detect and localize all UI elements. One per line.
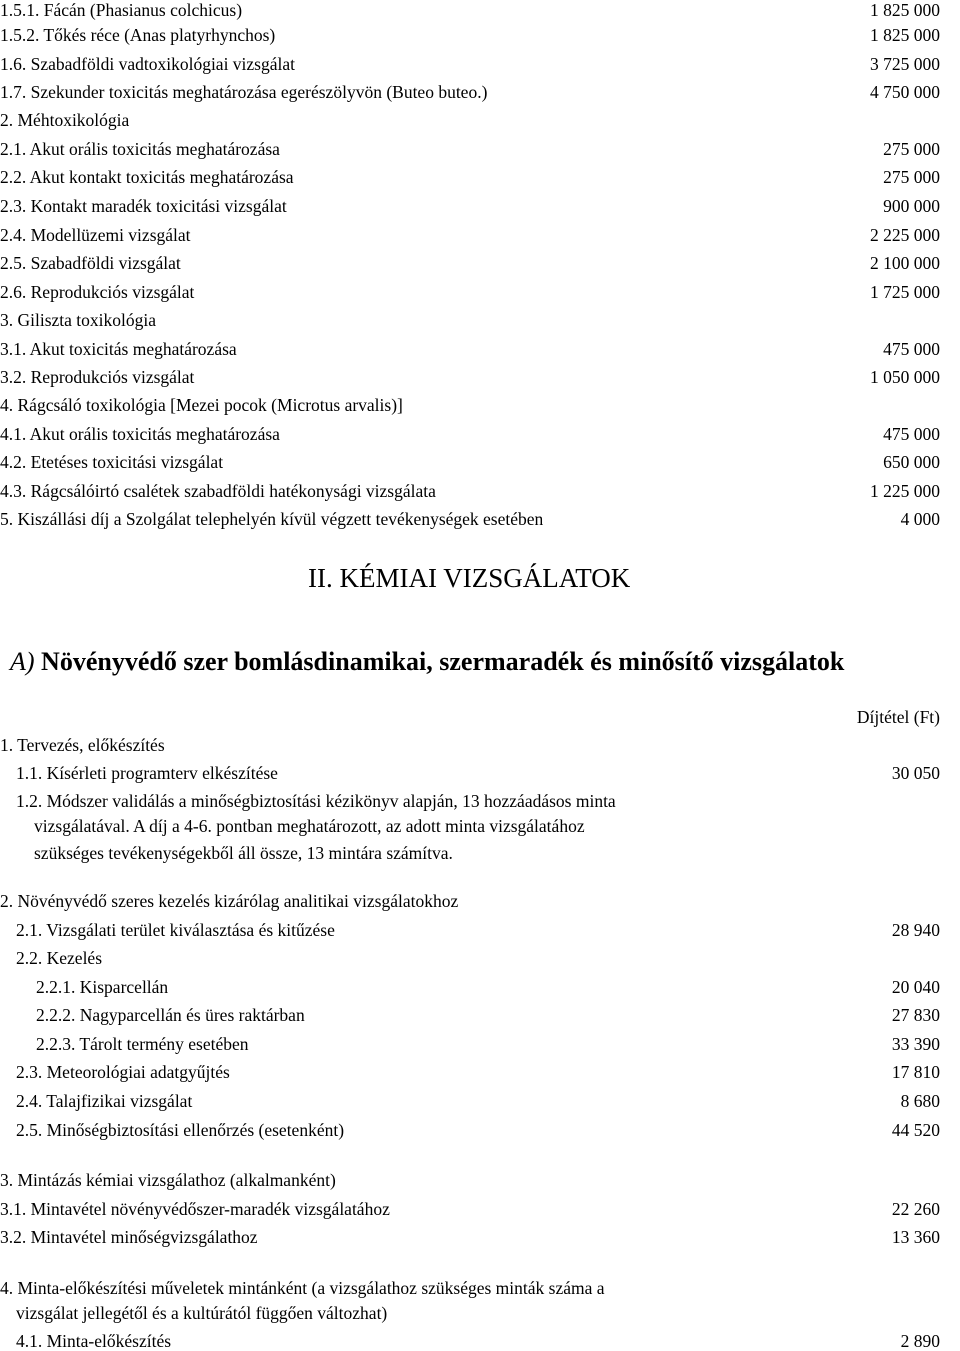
- item-label: 4.2. Etetéses toxicitási vizsgálat: [0, 452, 224, 472]
- item-amount: 1 825 000: [870, 25, 940, 45]
- item-label: 1.6. Szabadföldi vadtoxikológiai vizsgálat: [0, 54, 296, 74]
- item-label: 3.2. Mintavétel minőségvizsgálathoz: [0, 1227, 258, 1247]
- item-label: 2.2. Akut kontakt toxicitás meghatározása: [0, 167, 294, 187]
- item-label: 4. Rágcsáló toxikológia [Mezei pocok (Microtus arvalis)]: [0, 395, 403, 415]
- item-amount: 1 225 000: [870, 481, 940, 501]
- item-label: 3.1. Akut toxicitás meghatározása: [0, 339, 237, 359]
- item-label: 2.4. Talajfizikai vizsgálat: [16, 1091, 193, 1111]
- item-label: 2.2.1. Kisparcellán: [36, 977, 169, 997]
- item-amount: 2 225 000: [870, 225, 940, 245]
- item-amount: 650 000: [883, 452, 940, 472]
- item-label: 2.6. Reprodukciós vizsgálat: [0, 282, 195, 302]
- item-label: vizsgálat jellegétől és a kultúrától függően változhat): [16, 1303, 388, 1323]
- item-label: 3. Giliszta toxikológia: [0, 310, 157, 330]
- item-label: 1.2. Módszer validálás a minőségbiztosítási kézikönyv alapján, 13 hozzáadásos minta: [16, 791, 616, 811]
- item-label: 2.2. Kezelés: [16, 948, 103, 968]
- item-label: 2.3. Meteorológiai adatgyűjtés: [16, 1062, 230, 1082]
- item-amount: 20 040: [891, 977, 940, 997]
- item-label: 1.7. Szekunder toxicitás meghatározása egerészölyvön (Buteo buteo.): [0, 82, 488, 102]
- item-label: 2.5. Minőségbiztosítási ellenőrzés (esetenként): [16, 1120, 345, 1140]
- item-amount: 33 390: [891, 1034, 940, 1054]
- item-label: 1.5.2. Tőkés réce (Anas platyrhynchos): [0, 25, 276, 45]
- item-label: 2. Növényvédő szeres kezelés kizárólag analitikai vizsgálatokhoz: [0, 891, 459, 911]
- item-label: 2. Méhtoxikológia: [0, 110, 130, 130]
- item-label: 4.1. Akut orális toxicitás meghatározása: [0, 424, 280, 444]
- item-amount: 13 360: [891, 1227, 940, 1247]
- item-amount: 475 000: [883, 339, 940, 359]
- item-label: 2.1. Akut orális toxicitás meghatározása: [0, 139, 280, 159]
- item-amount: 28 940: [891, 920, 940, 940]
- item-label: 1.1. Kísérleti programterv elkészítése: [16, 763, 278, 783]
- item-amount: 475 000: [883, 424, 940, 444]
- item-amount: 17 810: [891, 1062, 940, 1082]
- item-label: 2.3. Kontakt maradék toxicitási vizsgálat: [0, 196, 287, 216]
- item-amount: 44 520: [891, 1120, 940, 1140]
- item-label: 4. Minta-előkészítési műveletek mintánként (a vizsgálathoz szükséges minták száma a: [0, 1278, 605, 1298]
- item-amount: 4 750 000: [870, 82, 940, 102]
- item-label: szükséges tevékenységekből áll össze, 13 mintára számítva.: [34, 843, 453, 863]
- item-amount: 8 680: [900, 1091, 940, 1111]
- item-amount: 3 725 000: [870, 54, 940, 74]
- item-label: 1. Tervezés, előkészítés: [0, 735, 165, 755]
- item-amount: 30 050: [891, 763, 940, 783]
- item-amount: 27 830: [891, 1005, 940, 1025]
- fee-header: Díjtétel (Ft): [856, 707, 940, 727]
- item-label: 5. Kiszállási díj a Szolgálat telephelyén kívül végzett tevékenységek esetében: [0, 509, 544, 529]
- item-label: 1.5.1. Fácán (Phasianus colchicus): [0, 0, 243, 20]
- item-amount: 2 100 000: [870, 253, 940, 273]
- item-amount: 275 000: [883, 139, 940, 159]
- item-amount: 275 000: [883, 167, 940, 187]
- item-label: 3.2. Reprodukciós vizsgálat: [0, 367, 195, 387]
- item-label: vizsgálatával. A díj a 4-6. pontban meghatározott, az adott minta vizsgálatához: [34, 816, 585, 836]
- item-label: 2.1. Vizsgálati terület kiválasztása és kitűzése: [16, 920, 335, 940]
- item-amount: 4 000: [900, 509, 940, 529]
- subsection-title: [10, 646, 844, 678]
- item-label: 2.5. Szabadföldi vizsgálat: [0, 253, 181, 273]
- item-amount: 900 000: [883, 196, 940, 216]
- item-label: 3. Mintázás kémiai vizsgálathoz (alkalmanként): [0, 1170, 336, 1190]
- item-label: 2.4. Modellüzemi vizsgálat: [0, 225, 191, 245]
- item-amount: 1 825 000: [870, 0, 940, 20]
- item-amount: 1 725 000: [870, 282, 940, 302]
- section-title: II. KÉMIAI VIZSGÁLATOK: [308, 563, 631, 593]
- item-label: 4.3. Rágcsálóirtó csalétek szabadföldi hatékonysági vizsgálata: [0, 481, 436, 501]
- item-amount: 1 050 000: [870, 367, 940, 387]
- item-label: 2.2.3. Tárolt termény esetében: [36, 1034, 249, 1054]
- item-label: 3.1. Mintavétel növényvédőszer-maradék vizsgálatához: [0, 1199, 390, 1219]
- subsection-text: Növényvédő szer bomlásdinamikai, szermaradék és minősítő vizsgálatok: [41, 647, 845, 676]
- item-amount: 22 260: [891, 1199, 940, 1219]
- item-label: 2.2.2. Nagyparcellán és üres raktárban: [36, 1005, 305, 1025]
- item-label: 4.1. Minta-előkészítés: [16, 1331, 172, 1351]
- item-amount: 2 890: [900, 1331, 940, 1351]
- subsection-prefix: A): [10, 647, 35, 676]
